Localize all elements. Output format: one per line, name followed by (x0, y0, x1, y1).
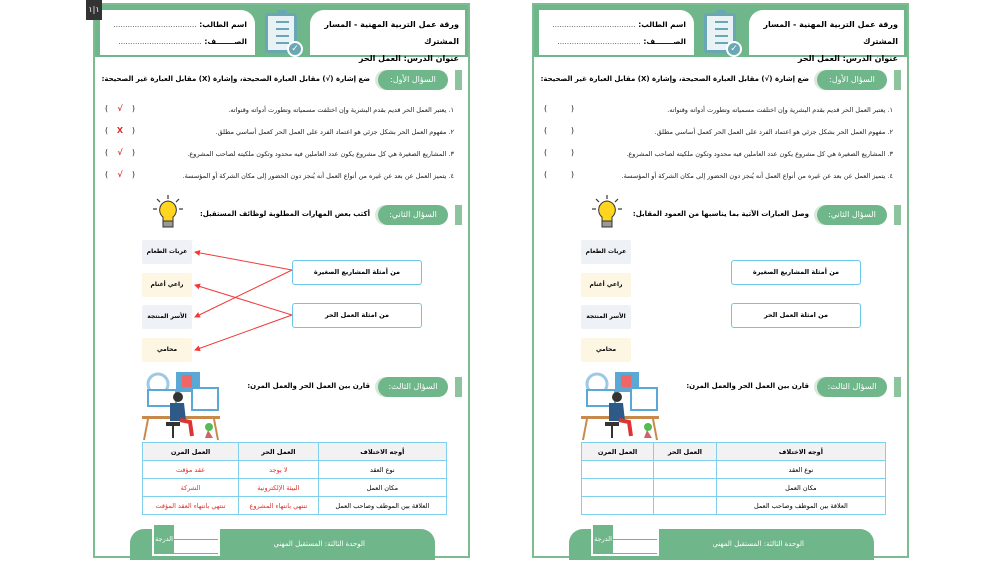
match-arrow (195, 285, 292, 315)
table-row (143, 461, 447, 479)
table-header-row (582, 443, 886, 461)
table-cell: مكان العمل (318, 479, 446, 497)
table-header: أوجه الاختلاف (716, 443, 885, 461)
comparison-table (142, 442, 447, 515)
match-option[interactable]: عربات الطعام (581, 240, 631, 264)
q1-instruction: ضع إشارة (√) مقابل العبارة الصحيحة، وإشارة (X) مقابل العبارة غير الصحيحة: (540, 75, 809, 83)
table-row (582, 461, 886, 479)
worksheet-title: ورقة عمل التربية المهنية - المسار المشترك (763, 20, 898, 46)
q1-answer-slot[interactable]: ( √ ) (105, 104, 135, 113)
student-info-box (100, 10, 255, 55)
clipboard-icon: ✓ (704, 13, 736, 53)
table-row (582, 497, 886, 515)
q1-answer-slot[interactable]: ( √ ) (105, 148, 135, 157)
table-cell: نوع العقد (318, 461, 446, 479)
answer-cell[interactable]: تنتهي بانتهاء المشروع (239, 497, 319, 515)
q1-answer-slot[interactable]: ( ) (544, 126, 574, 135)
q2-instruction: أكتب بعض المهارات المطلوبة لوظائف المستقبل: (200, 210, 370, 218)
student-name-label: اسم الطالب: (199, 20, 247, 29)
grade-field[interactable] (613, 525, 657, 554)
table-cell: مكان العمل (716, 479, 885, 497)
grade-field[interactable] (174, 525, 218, 554)
student-name-field[interactable]: ................................... (113, 20, 197, 29)
grade-box (591, 523, 659, 556)
grade-box (152, 523, 220, 556)
table-header-row (143, 443, 447, 461)
q1-label: السؤال الأول: (378, 70, 448, 90)
lesson-title: عنوان الدرس: العمل الحر (797, 54, 898, 63)
match-option[interactable]: راعي أغنام (581, 273, 631, 297)
q1-item: ١. يعتبر العمل الحر قديم بقدم البشرية وإن اختلفت مسمياته وتطورت أدواته وقنواته. (228, 106, 454, 114)
computer-worker-illustration (579, 370, 661, 442)
table-header: العمل الحر (654, 443, 717, 461)
match-arrow (195, 315, 292, 350)
q1-answer: √ (117, 170, 123, 179)
match-arrow (195, 270, 292, 317)
q1-item: ٢. مفهوم العمل الحر بشكل جزئي هو اعتماد الفرد على العمل الحر كعمل أساسي مطلق. (215, 128, 454, 136)
match-option[interactable]: محامي (581, 338, 631, 362)
answer-cell[interactable] (654, 479, 717, 497)
lesson-title: عنوان الدرس: العمل الحر (358, 54, 459, 63)
class-label: الصـــــــف: (204, 37, 247, 46)
answer-cell[interactable] (654, 461, 717, 479)
lightbulb-icon (592, 195, 622, 229)
answer-cell[interactable] (582, 479, 654, 497)
q1-answer-slot[interactable]: ( X ) (105, 126, 135, 135)
unit-title: الوحدة الثالثة: المستقبل المهني (712, 540, 804, 548)
table-header: العمل الحر (239, 443, 319, 461)
match-option[interactable]: عربات الطعام (142, 240, 192, 264)
q1-answer: X (116, 126, 124, 135)
student-info-box (539, 10, 694, 55)
unit-title: الوحدة الثالثة: المستقبل المهني (273, 540, 365, 548)
worksheet-page-answered (93, 3, 470, 558)
match-target[interactable]: من امثلة العمل الحر (292, 303, 422, 328)
table-row (143, 497, 447, 515)
page-indicator: ١|١ (86, 0, 102, 20)
comparison-table (581, 442, 886, 515)
q1-answer-slot[interactable]: ( ) (544, 170, 574, 179)
q1-item: ٣. المشاريع الصغيرة هي كل مشروع يكون عدد العاملين فيه محدود وتكون ملكيته لصاحب المشروع. (626, 150, 893, 158)
answer-cell[interactable]: تنتهي بانتهاء العقد المؤقت (143, 497, 239, 515)
match-option[interactable]: الأسر المنتجة (581, 305, 631, 329)
answer-cell[interactable] (582, 461, 654, 479)
q1-item: ١. يعتبر العمل الحر قديم بقدم البشرية وإن اختلفت مسمياته وتطورت أدواته وقنواته. (667, 106, 893, 114)
match-option[interactable]: الأسر المنتجة (142, 305, 192, 329)
q1-answer-slot[interactable]: ( √ ) (105, 170, 135, 179)
q1-item: ٤. يتميز العمل عن بعد عن غيره من أنواع العمل أنه يُنجز دون الحضور إلى مكان الشركة أو المؤسسة. (621, 172, 893, 180)
q2-label: السؤال الثاني: (817, 205, 887, 225)
title-box (310, 10, 465, 63)
grade-label: الدرجة (155, 535, 173, 543)
table-row (143, 479, 447, 497)
answer-cell[interactable]: لا يوجد (239, 461, 319, 479)
table-header: أوجه الاختلاف (318, 443, 446, 461)
student-name-field[interactable]: ................................... (552, 20, 636, 29)
class-field[interactable]: ................................... (557, 37, 641, 46)
q1-answer-slot[interactable]: ( ) (544, 104, 574, 113)
class-field[interactable]: ................................... (118, 37, 202, 46)
q1-answer: √ (117, 104, 123, 113)
q2-instruction: وصل العبارات الآتية بما يناسبها من العمود المقابل: (632, 210, 809, 218)
table-header: العمل المرن (582, 443, 654, 461)
match-arrow (195, 252, 292, 270)
match-target[interactable]: من أمثلة المشاريع الصغيرة (292, 260, 422, 285)
grade-label: الدرجة (594, 535, 612, 543)
class-label: الصـــــــف: (643, 37, 686, 46)
q1-instruction: ضع إشارة (√) مقابل العبارة الصحيحة، وإشارة (X) مقابل العبارة غير الصحيحة: (101, 75, 370, 83)
answer-cell[interactable]: الشركة (143, 479, 239, 497)
q1-label: السؤال الأول: (817, 70, 887, 90)
computer-worker-illustration (140, 370, 222, 442)
answer-cell[interactable] (654, 497, 717, 515)
table-cell: نوع العقد (716, 461, 885, 479)
table-cell: العلاقة بين الموظف وصاحب العمل (318, 497, 446, 515)
q1-answer-slot[interactable]: ( ) (544, 148, 574, 157)
worksheet-title: ورقة عمل التربية المهنية - المسار المشترك (324, 20, 459, 46)
q1-item: ٤. يتميز العمل عن بعد عن غيره من أنواع العمل أنه يُنجز دون الحضور إلى مكان الشركة أو المؤسسة. (182, 172, 454, 180)
q1-item: ٢. مفهوم العمل الحر بشكل جزئي هو اعتماد الفرد على العمل الحر كعمل أساسي مطلق. (654, 128, 893, 136)
match-option[interactable]: محامي (142, 338, 192, 362)
table-cell: العلاقة بين الموظف وصاحب العمل (716, 497, 885, 515)
match-option[interactable]: راعي أغنام (142, 273, 192, 297)
q2-label: السؤال الثاني: (378, 205, 448, 225)
q3-label: السؤال الثالث: (817, 377, 887, 397)
answer-cell[interactable]: البيئة الإلكترونية (239, 479, 319, 497)
q3-instruction: قارن بين العمل الحر والعمل المرن: (247, 382, 370, 390)
answer-cell[interactable] (582, 497, 654, 515)
student-name-label: اسم الطالب: (638, 20, 686, 29)
answer-cell[interactable]: عقد مؤقت (143, 461, 239, 479)
q3-label: السؤال الثالث: (378, 377, 448, 397)
lightbulb-icon (153, 195, 183, 229)
worksheet-page-blank (532, 3, 909, 558)
table-header: العمل المرن (143, 443, 239, 461)
match-target[interactable]: من أمثلة المشاريع الصغيرة (731, 260, 861, 285)
clipboard-icon: ✓ (265, 13, 297, 53)
table-row (582, 479, 886, 497)
q1-item: ٣. المشاريع الصغيرة هي كل مشروع يكون عدد العاملين فيه محدود وتكون ملكيته لصاحب المشروع. (187, 150, 454, 158)
title-box (749, 10, 904, 63)
q3-instruction: قارن بين العمل الحر والعمل المرن: (686, 382, 809, 390)
q1-answer: √ (117, 148, 123, 157)
match-target[interactable]: من امثلة العمل الحر (731, 303, 861, 328)
